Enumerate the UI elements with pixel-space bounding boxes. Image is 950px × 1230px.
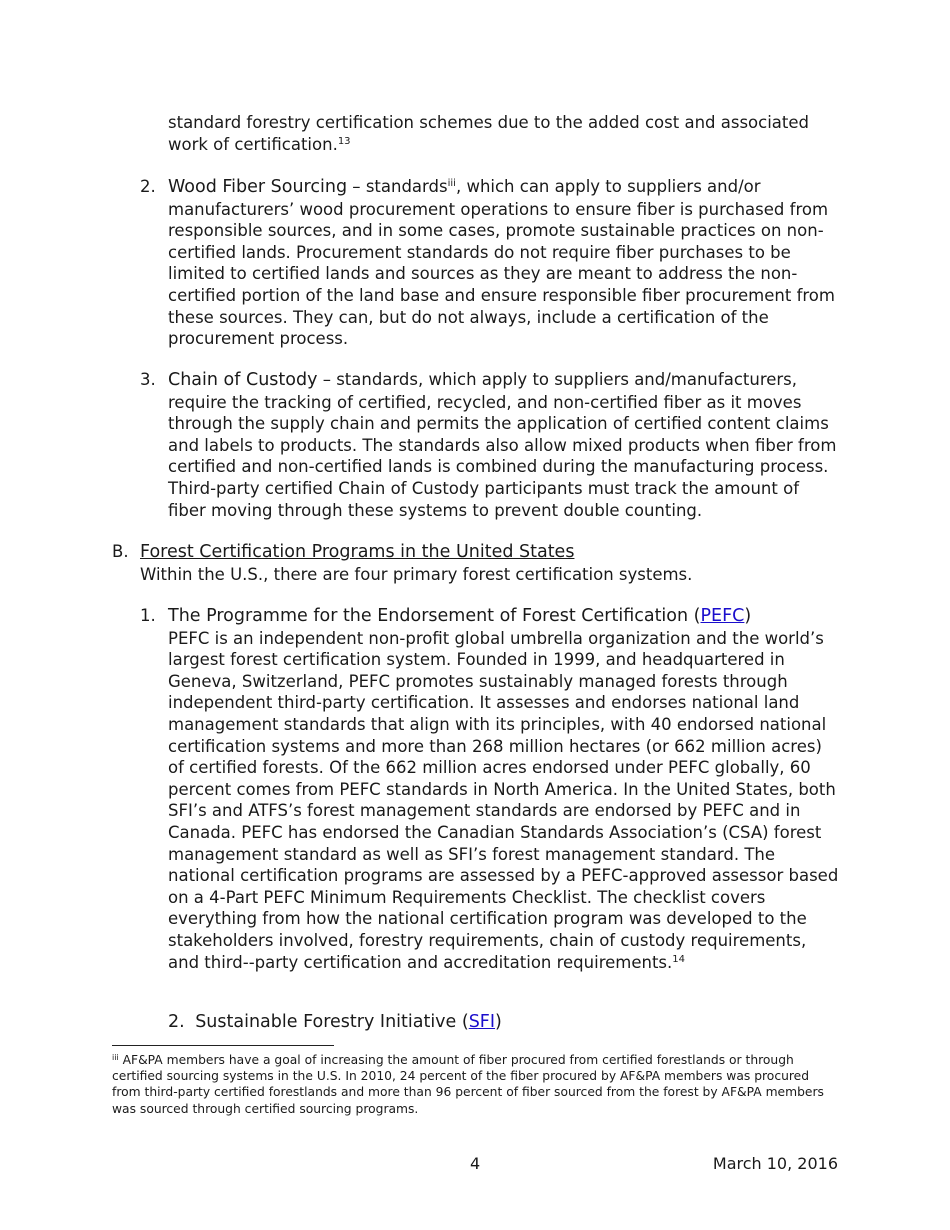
- section-intro: Within the U.S., there are four primary forest certification systems.: [140, 564, 693, 584]
- item-title: Chain of Custody: [168, 370, 318, 390]
- paren-close: ): [495, 1012, 502, 1032]
- chain-of-custody-paragraph: [168, 369, 838, 521]
- lead-text: standards: [365, 177, 448, 196]
- item-number: 2.: [140, 177, 156, 196]
- continuation-paragraph: [168, 112, 818, 155]
- body-text: standards, which apply to suppliers and/manufacturers, require the tracking of certified, recycled, and non-certified fiber as it moves through the supply chain and permits the application of certified content claims and labels to products. The standards also allow mixed products when fiber from certified and non-certified lands is combined during the manufacturing process. Third-party certified Chain of Custody participants must track the amount of fiber moving through these systems to prevent double counting.: [168, 370, 837, 520]
- item-title: Wood Fiber Sourcing: [168, 177, 348, 197]
- title-dash: –: [347, 177, 366, 196]
- footnote: [112, 1052, 827, 1117]
- footnote-text: AF&PA members have a goal of increasing the amount of fiber procured from certified forestlands or through certified sourcing systems in the U.S. In 2010, 24 percent of the fiber procured by AF&PA members was procured from third-party certified forestlands and more than 96 percent of fiber sourced from the forest by AF&PA members was sourced through certified sourcing programs.: [112, 1053, 824, 1116]
- continuation-text: standard forestry certification schemes due to the added cost and associated work of certification.: [168, 113, 810, 154]
- footnote-ref-iii[interactable]: iii: [447, 178, 456, 189]
- pefc-item: [168, 605, 840, 973]
- section-b: [140, 541, 830, 585]
- pefc-link[interactable]: PEFC: [700, 606, 745, 626]
- item-number: 3.: [140, 370, 156, 389]
- title-dash: –: [317, 370, 337, 389]
- pefc-title: The Programme for the Endorsement of Forest Certification (: [168, 606, 701, 626]
- wood-fiber-sourcing-paragraph: [168, 176, 838, 350]
- pefc-body: [168, 628, 840, 974]
- item-number: 1.: [140, 606, 156, 625]
- endnote-13: 13: [337, 135, 351, 147]
- footnote-marker: iii: [112, 1053, 119, 1062]
- pefc-heading: [168, 605, 840, 628]
- page-number: 4: [470, 1154, 481, 1173]
- sfi-title: Sustainable Forestry Initiative (: [195, 1012, 469, 1032]
- paren-close: ): [744, 606, 752, 626]
- endnote-14: 14: [672, 953, 685, 965]
- item-number: 2.: [168, 1012, 185, 1032]
- body-text: , which can apply to suppliers and/or manufacturers’ wood procurement operations to ensure fiber is purchased from responsible sources, and in some cases, promote sustainable practices on non-certified lands. Procurement standards do not require fiber purchases to be limited to certified lands and sources as they are meant to address the non-certified portion of the land base and ensure responsible fiber procurement from these sources. They can, but do not always, include a certification of the procurement process.: [168, 177, 835, 349]
- sfi-link[interactable]: SFI: [468, 1012, 496, 1032]
- footnote-separator: [112, 1045, 334, 1046]
- section-letter: B.: [112, 542, 129, 561]
- section-title: Forest Certification Programs in the United States: [140, 542, 575, 562]
- footer-date: March 10, 2016: [712, 1154, 838, 1173]
- pefc-body-text: PEFC is an independent non-profit global umbrella organization and the world’s largest forest certification system. Founded in 1999, and headquartered in Geneva, Switzerland, PEFC promotes sustainably managed forests through independent third-party certification. It assesses and endorses national land management standards that align with its principles, with 40 endorsed national certification systems and more than 268 million hectares (or 662 million acres) of certified forests. Of the 662 million acres endorsed under PEFC globally, 60 percent comes from PEFC standards in North America. In the United States, both SFI’s and ATFS’s forest management standards are endorsed by PEFC and in Canada. PEFC has endorsed the Canadian Standards Association’s (CSA) forest management standard as well as SFI’s forest management standard. The national certification programs are assessed by a PEFC-approved assessor based on a 4-Part PEFC Minimum Requirements Checklist. The checklist covers everything from how the national certification program was developed to the stakeholders involved, forestry requirements, chain of custody requirements, and third--party certification and accreditation requirements.: [168, 628, 839, 972]
- sfi-heading: [168, 1011, 768, 1034]
